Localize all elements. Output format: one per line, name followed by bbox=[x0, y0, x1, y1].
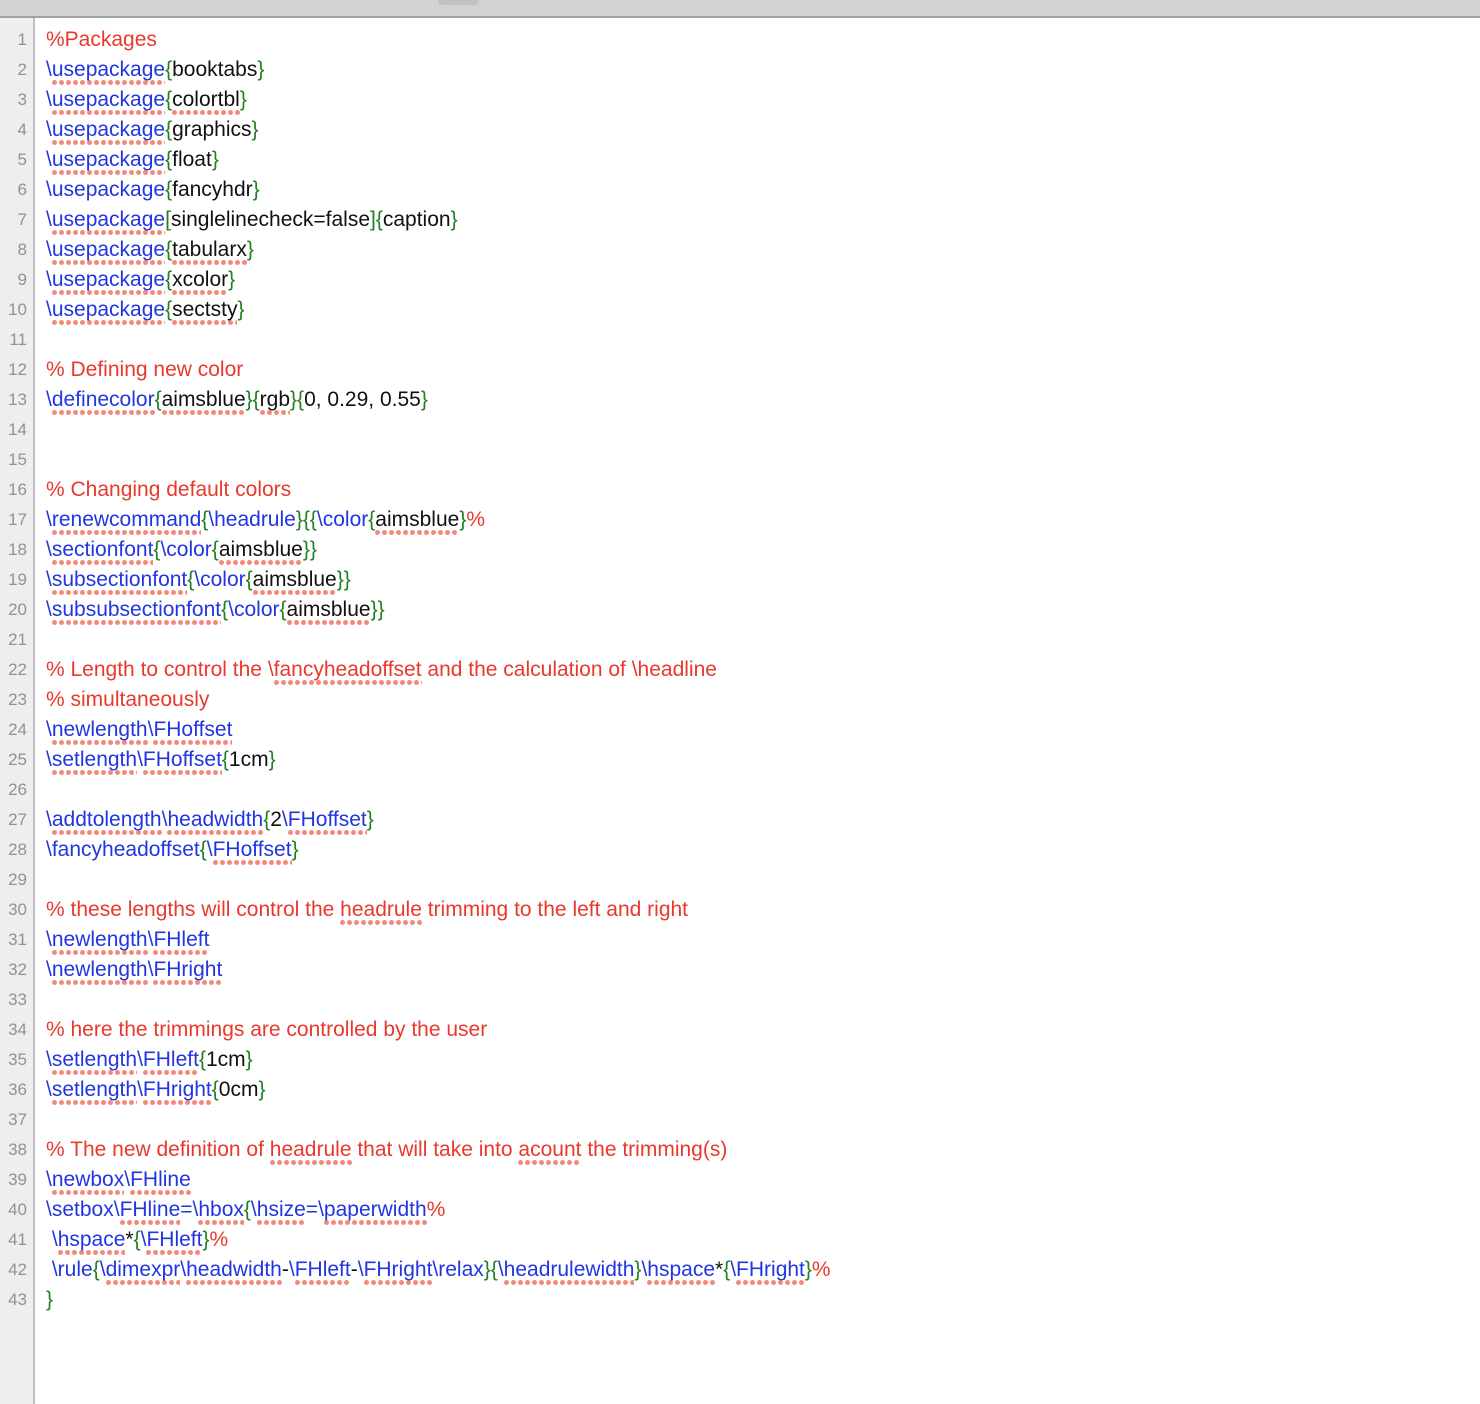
code-token: \ bbox=[46, 1168, 52, 1191]
code-token: \headrule bbox=[208, 508, 296, 531]
code-token: 1cm bbox=[228, 748, 269, 771]
code-token: float bbox=[172, 148, 212, 171]
code-token: \ bbox=[147, 958, 154, 981]
code-token: { bbox=[211, 1078, 219, 1101]
line-number: 10 bbox=[8, 300, 27, 319]
code-token: { bbox=[165, 298, 173, 321]
code-token: headwidth bbox=[186, 1258, 282, 1285]
code-token: FHline bbox=[120, 1198, 181, 1225]
line-number: 42 bbox=[8, 1260, 27, 1279]
line-number: 39 bbox=[8, 1170, 27, 1189]
code-token: \ bbox=[46, 808, 52, 831]
code-token: usepackage bbox=[52, 88, 165, 115]
code-token: acount bbox=[518, 1138, 581, 1165]
code-token: } bbox=[258, 1078, 266, 1101]
code-line[interactable] bbox=[46, 685, 1480, 715]
code-token: } bbox=[237, 298, 245, 321]
code-token: \color bbox=[228, 598, 280, 621]
code-token: fancyhdr bbox=[172, 178, 253, 201]
code-token: } bbox=[228, 268, 236, 291]
code-token: } bbox=[804, 1258, 812, 1281]
line-number: 9 bbox=[17, 270, 27, 289]
code-token: \ bbox=[46, 388, 52, 411]
code-line[interactable] bbox=[46, 835, 1480, 865]
code-token: { bbox=[368, 508, 376, 531]
code-token: } bbox=[211, 148, 219, 171]
line-number: 29 bbox=[8, 870, 27, 889]
code-token: FHright bbox=[143, 1078, 212, 1105]
code-token: { bbox=[165, 88, 173, 111]
code-token: usepackage bbox=[52, 58, 165, 85]
code-token: \ bbox=[147, 718, 154, 741]
code-token: { bbox=[165, 118, 173, 141]
code-token: = bbox=[180, 1198, 193, 1221]
code-line[interactable] bbox=[46, 775, 1480, 805]
code-line[interactable] bbox=[46, 1105, 1480, 1135]
code-line[interactable] bbox=[46, 445, 1480, 475]
code-token: that will take into bbox=[351, 1138, 519, 1161]
code-token: aimsblue bbox=[375, 508, 459, 535]
code-token: % The new definition of bbox=[46, 1138, 270, 1161]
code-token: usepackage bbox=[52, 118, 165, 145]
code-token: \ bbox=[137, 1078, 143, 1101]
code-token: % bbox=[811, 1258, 831, 1281]
code-line[interactable] bbox=[46, 205, 1480, 235]
code-token: the trimming(s) bbox=[581, 1138, 728, 1161]
code-token: * bbox=[715, 1258, 724, 1281]
code-token: aimsblue bbox=[219, 538, 303, 565]
code-token: % bbox=[466, 508, 486, 531]
code-token: } bbox=[246, 238, 254, 261]
code-token: } bbox=[251, 118, 259, 141]
code-token: }{{ bbox=[295, 508, 317, 531]
code-token: { bbox=[165, 178, 173, 201]
code-token: } bbox=[239, 88, 247, 111]
code-token: \ bbox=[46, 208, 52, 231]
line-number: 11 bbox=[9, 330, 27, 349]
code-token: { bbox=[221, 748, 229, 771]
code-token: FHoffset bbox=[143, 748, 222, 775]
code-line[interactable] bbox=[46, 55, 1480, 85]
code-token: xcolor bbox=[172, 268, 228, 295]
code-token: \ bbox=[46, 118, 52, 141]
code-token: \ bbox=[730, 1258, 737, 1281]
line-number: 20 bbox=[8, 600, 27, 619]
code-line[interactable] bbox=[46, 895, 1480, 925]
code-token: \ bbox=[161, 808, 168, 831]
code-token: 1cm bbox=[205, 1048, 246, 1071]
code-token: \ bbox=[46, 508, 52, 531]
code-token: FHoffset bbox=[288, 808, 367, 835]
code-token: \setbox bbox=[46, 1198, 114, 1221]
code-line[interactable] bbox=[46, 955, 1480, 985]
code-line[interactable] bbox=[46, 175, 1480, 205]
code-line[interactable] bbox=[46, 655, 1480, 685]
code-token: \ bbox=[113, 1198, 120, 1221]
code-token: graphics bbox=[172, 118, 252, 141]
code-token: % bbox=[209, 1228, 229, 1251]
code-token: { bbox=[187, 568, 195, 591]
line-number: 33 bbox=[8, 990, 27, 1009]
code-token: hbox bbox=[198, 1198, 244, 1225]
code-line[interactable] bbox=[46, 475, 1480, 505]
code-token: headrulewidth bbox=[504, 1258, 635, 1285]
code-token: \ bbox=[46, 268, 52, 291]
code-token: % these lengths will control the bbox=[46, 898, 341, 921]
code-line[interactable] bbox=[46, 565, 1480, 595]
code-token: trimming to the left and right bbox=[421, 898, 689, 921]
code-token: usepackage bbox=[52, 238, 165, 265]
code-token: %Packages bbox=[46, 28, 157, 51]
line-number: 15 bbox=[8, 450, 27, 469]
code-token: - bbox=[350, 1258, 358, 1281]
code-token: newlength bbox=[52, 718, 148, 745]
code-line[interactable] bbox=[46, 415, 1480, 445]
code-token: \ bbox=[137, 748, 143, 771]
code-token: rgb bbox=[260, 388, 290, 415]
code-line[interactable] bbox=[46, 1225, 1480, 1255]
code-line[interactable] bbox=[46, 805, 1480, 835]
line-number: 19 bbox=[8, 570, 27, 589]
code-token: % here the trimmings are controlled by the user bbox=[46, 1018, 488, 1041]
code-token: \ bbox=[192, 1198, 199, 1221]
code-token: \ bbox=[46, 58, 52, 81]
line-number: 30 bbox=[8, 900, 27, 919]
code-token: \ bbox=[357, 1258, 364, 1281]
code-token: usepackage bbox=[52, 268, 165, 295]
code-token: \ bbox=[124, 1168, 131, 1191]
code-token: \ bbox=[46, 88, 52, 111]
code-token: newlength bbox=[52, 958, 148, 985]
code-token: sectionfont bbox=[52, 538, 154, 565]
code-token: caption bbox=[382, 208, 451, 231]
line-number: 6 bbox=[17, 180, 27, 199]
code-area[interactable] bbox=[35, 18, 1480, 1404]
code-line[interactable] bbox=[46, 715, 1480, 745]
code-token: newlength bbox=[52, 928, 148, 955]
code-line[interactable] bbox=[46, 865, 1480, 895]
line-number: 36 bbox=[8, 1080, 27, 1099]
code-token: FHline bbox=[130, 1168, 191, 1195]
code-token: \ bbox=[281, 808, 288, 831]
code-line[interactable] bbox=[46, 1135, 1480, 1165]
code-line[interactable] bbox=[46, 595, 1480, 625]
code-token: hspace bbox=[647, 1258, 715, 1285]
line-number: 23 bbox=[8, 690, 27, 709]
code-token: definecolor bbox=[52, 388, 155, 415]
code-token: 0cm bbox=[218, 1078, 259, 1101]
code-token: { bbox=[279, 598, 287, 621]
code-token: \rule bbox=[51, 1258, 93, 1281]
code-token: }{ bbox=[245, 388, 260, 411]
code-token: FHleft bbox=[153, 928, 209, 955]
line-number-gutter bbox=[0, 18, 35, 1404]
code-token: \ bbox=[250, 1198, 257, 1221]
code-token: { bbox=[243, 1198, 251, 1221]
code-token: { bbox=[133, 1228, 141, 1251]
code-token: { bbox=[165, 238, 173, 261]
code-token: \color bbox=[160, 538, 212, 561]
line-number: 32 bbox=[8, 960, 27, 979]
code-token: \ bbox=[497, 1258, 504, 1281]
code-token: { bbox=[199, 838, 207, 861]
code-token: aimsblue bbox=[162, 388, 246, 415]
code-token: } bbox=[634, 1258, 642, 1281]
line-number: 26 bbox=[8, 780, 27, 799]
code-token: \ bbox=[46, 928, 52, 951]
code-token: \fancyheadoffset bbox=[46, 838, 200, 861]
code-token: \ bbox=[46, 148, 52, 171]
code-token: fancyheadoffset bbox=[274, 658, 422, 685]
line-number: 34 bbox=[8, 1020, 27, 1039]
code-line[interactable] bbox=[46, 505, 1480, 535]
code-token: \ bbox=[137, 1048, 143, 1071]
code-token: [ bbox=[165, 208, 171, 231]
code-token: singlelinecheck=false bbox=[170, 208, 370, 231]
line-number: 25 bbox=[8, 750, 27, 769]
code-token: { bbox=[723, 1258, 731, 1281]
code-token: }{ bbox=[483, 1258, 498, 1281]
line-number: 27 bbox=[8, 810, 27, 829]
code-token: { bbox=[92, 1258, 100, 1281]
code-token: { bbox=[165, 148, 173, 171]
code-token: \ bbox=[206, 838, 213, 861]
code-token: { bbox=[165, 268, 173, 291]
code-token: } bbox=[459, 508, 467, 531]
line-number: 16 bbox=[8, 480, 27, 499]
line-number: 14 bbox=[8, 420, 27, 439]
line-number: 5 bbox=[17, 150, 27, 169]
code-token: usepackage bbox=[52, 208, 165, 235]
code-token: % Defining new color bbox=[46, 358, 244, 381]
code-token: FHright bbox=[153, 958, 222, 985]
line-number: 41 bbox=[8, 1230, 27, 1249]
code-token: \ bbox=[46, 958, 52, 981]
code-token: \relax bbox=[432, 1258, 484, 1281]
code-token: } bbox=[420, 388, 428, 411]
code-token: subsectionfont bbox=[52, 568, 187, 595]
code-token: \ bbox=[641, 1258, 648, 1281]
code-token: }} bbox=[302, 538, 317, 561]
code-token: paperwidth bbox=[324, 1198, 427, 1225]
code-line[interactable] bbox=[46, 355, 1480, 385]
code-line[interactable] bbox=[46, 295, 1480, 325]
code-token: } bbox=[268, 748, 276, 771]
code-editor[interactable] bbox=[0, 18, 1480, 1404]
line-number: 8 bbox=[17, 240, 27, 259]
code-token: \ bbox=[51, 1228, 58, 1251]
code-token: \ bbox=[140, 1228, 147, 1251]
code-token: } bbox=[46, 1288, 54, 1311]
code-token: aimsblue bbox=[287, 598, 371, 625]
code-token: booktabs bbox=[172, 58, 258, 81]
code-line[interactable] bbox=[46, 1045, 1480, 1075]
line-number: 12 bbox=[8, 360, 27, 379]
code-token: } bbox=[450, 208, 458, 231]
code-token: \ bbox=[46, 718, 52, 741]
code-token: } bbox=[366, 808, 374, 831]
code-token: % Changing default colors bbox=[46, 478, 292, 501]
line-number: 22 bbox=[8, 660, 27, 679]
code-token: usepackage bbox=[52, 298, 165, 325]
line-number: 18 bbox=[8, 540, 27, 559]
code-token: FHleft bbox=[146, 1228, 202, 1255]
line-number: 35 bbox=[8, 1050, 27, 1069]
code-token: aimsblue bbox=[253, 568, 337, 595]
code-line[interactable] bbox=[46, 745, 1480, 775]
code-line[interactable] bbox=[46, 145, 1480, 175]
code-token: { bbox=[153, 538, 161, 561]
code-token: FHright bbox=[736, 1258, 805, 1285]
code-token: % simultaneously bbox=[46, 688, 210, 711]
code-token: }} bbox=[336, 568, 351, 591]
window-topbar bbox=[0, 0, 1480, 18]
code-token: % Length to control the \ bbox=[46, 658, 274, 681]
code-token: \color bbox=[194, 568, 246, 591]
code-token: setlength bbox=[52, 748, 137, 775]
code-line[interactable] bbox=[46, 265, 1480, 295]
code-token: } bbox=[245, 1048, 253, 1071]
code-token: FHoffset bbox=[213, 838, 292, 865]
code-line[interactable] bbox=[46, 1285, 1480, 1315]
code-token: headwidth bbox=[167, 808, 263, 835]
code-token: \ bbox=[147, 928, 154, 951]
code-token: { bbox=[198, 1048, 206, 1071]
code-line[interactable] bbox=[46, 115, 1480, 145]
code-token: FHoffset bbox=[153, 718, 232, 745]
code-token: { bbox=[201, 508, 209, 531]
code-line[interactable] bbox=[46, 85, 1480, 115]
code-token: { bbox=[211, 538, 219, 561]
line-number: 37 bbox=[8, 1110, 27, 1129]
code-token: \ bbox=[318, 1198, 324, 1221]
code-token: \usepackage bbox=[46, 178, 166, 201]
code-token: \ bbox=[46, 748, 52, 771]
code-token: \ bbox=[46, 1078, 52, 1101]
line-number: 7 bbox=[17, 210, 27, 229]
code-token: } bbox=[257, 58, 265, 81]
code-token: 2 bbox=[270, 808, 282, 831]
code-token: { bbox=[165, 58, 173, 81]
line-number: 2 bbox=[17, 60, 27, 79]
code-token: tabularx bbox=[172, 238, 247, 265]
code-line[interactable] bbox=[46, 1075, 1480, 1105]
code-line[interactable] bbox=[46, 1015, 1480, 1045]
code-token: ]{ bbox=[370, 208, 383, 231]
code-token: renewcommand bbox=[52, 508, 201, 535]
code-line[interactable] bbox=[46, 985, 1480, 1015]
code-line[interactable] bbox=[46, 25, 1480, 55]
code-token: { bbox=[154, 388, 162, 411]
code-token: }{ bbox=[290, 388, 305, 411]
code-token: }} bbox=[370, 598, 385, 621]
code-line[interactable] bbox=[46, 385, 1480, 415]
code-token: addtolength bbox=[52, 808, 162, 835]
code-token: colortbl bbox=[172, 88, 240, 115]
code-token: subsubsectionfont bbox=[52, 598, 221, 625]
code-token: { bbox=[245, 568, 253, 591]
code-line[interactable] bbox=[46, 535, 1480, 565]
code-token: \ bbox=[46, 238, 52, 261]
code-token: newbox bbox=[52, 1168, 124, 1195]
line-number: 4 bbox=[17, 120, 27, 139]
code-token: dimexpr bbox=[106, 1258, 181, 1285]
line-number: 38 bbox=[8, 1140, 27, 1159]
line-number: 24 bbox=[8, 720, 27, 739]
code-token: setlength bbox=[52, 1048, 137, 1075]
code-token: - bbox=[281, 1258, 289, 1281]
code-token: 0, 0.29, 0.55 bbox=[304, 388, 421, 411]
code-token: setlength bbox=[52, 1078, 137, 1105]
code-token: \ bbox=[46, 598, 52, 621]
code-token: hspace bbox=[58, 1228, 126, 1255]
code-token: headrule bbox=[270, 1138, 352, 1165]
code-token: \ bbox=[46, 298, 52, 321]
code-line[interactable] bbox=[46, 1255, 1480, 1285]
code-token: } bbox=[252, 178, 260, 201]
code-token: = bbox=[305, 1198, 319, 1221]
code-token: \ bbox=[46, 568, 52, 591]
code-token: usepackage bbox=[52, 148, 165, 175]
code-token: FHleft bbox=[143, 1048, 199, 1075]
code-line[interactable] bbox=[46, 1165, 1480, 1195]
code-token: \ bbox=[99, 1258, 106, 1281]
code-line[interactable] bbox=[46, 325, 1480, 355]
code-token: { bbox=[263, 808, 271, 831]
code-token: and the calculation of \headline bbox=[421, 658, 717, 681]
line-number: 13 bbox=[8, 390, 27, 409]
code-token: } bbox=[202, 1228, 210, 1251]
code-token: \ bbox=[46, 538, 52, 561]
code-line[interactable] bbox=[46, 1195, 1480, 1225]
line-number: 31 bbox=[8, 930, 27, 949]
code-token: headrule bbox=[340, 898, 422, 925]
code-token: \color bbox=[316, 508, 369, 531]
line-number: 17 bbox=[8, 510, 27, 529]
line-number: 1 bbox=[17, 30, 27, 49]
code-token: sectsty bbox=[172, 298, 237, 325]
code-token: { bbox=[221, 598, 229, 621]
code-token: * bbox=[125, 1228, 134, 1251]
line-number: 21 bbox=[8, 630, 27, 649]
tab-handle bbox=[438, 0, 478, 5]
code-line[interactable] bbox=[46, 925, 1480, 955]
code-token: \ bbox=[46, 1048, 52, 1071]
code-line[interactable] bbox=[46, 625, 1480, 655]
line-number: 28 bbox=[8, 840, 27, 859]
code-token: FHleft bbox=[295, 1258, 351, 1285]
code-token: FHright bbox=[364, 1258, 433, 1285]
line-number: 40 bbox=[8, 1200, 27, 1219]
code-line[interactable] bbox=[46, 235, 1480, 265]
code-token: \ bbox=[288, 1258, 295, 1281]
code-token: hsize bbox=[257, 1198, 306, 1225]
code-token: \ bbox=[180, 1258, 187, 1281]
code-token: } bbox=[291, 838, 299, 861]
line-number: 43 bbox=[8, 1290, 27, 1309]
code-token: % bbox=[426, 1198, 446, 1221]
line-number: 3 bbox=[17, 90, 27, 109]
